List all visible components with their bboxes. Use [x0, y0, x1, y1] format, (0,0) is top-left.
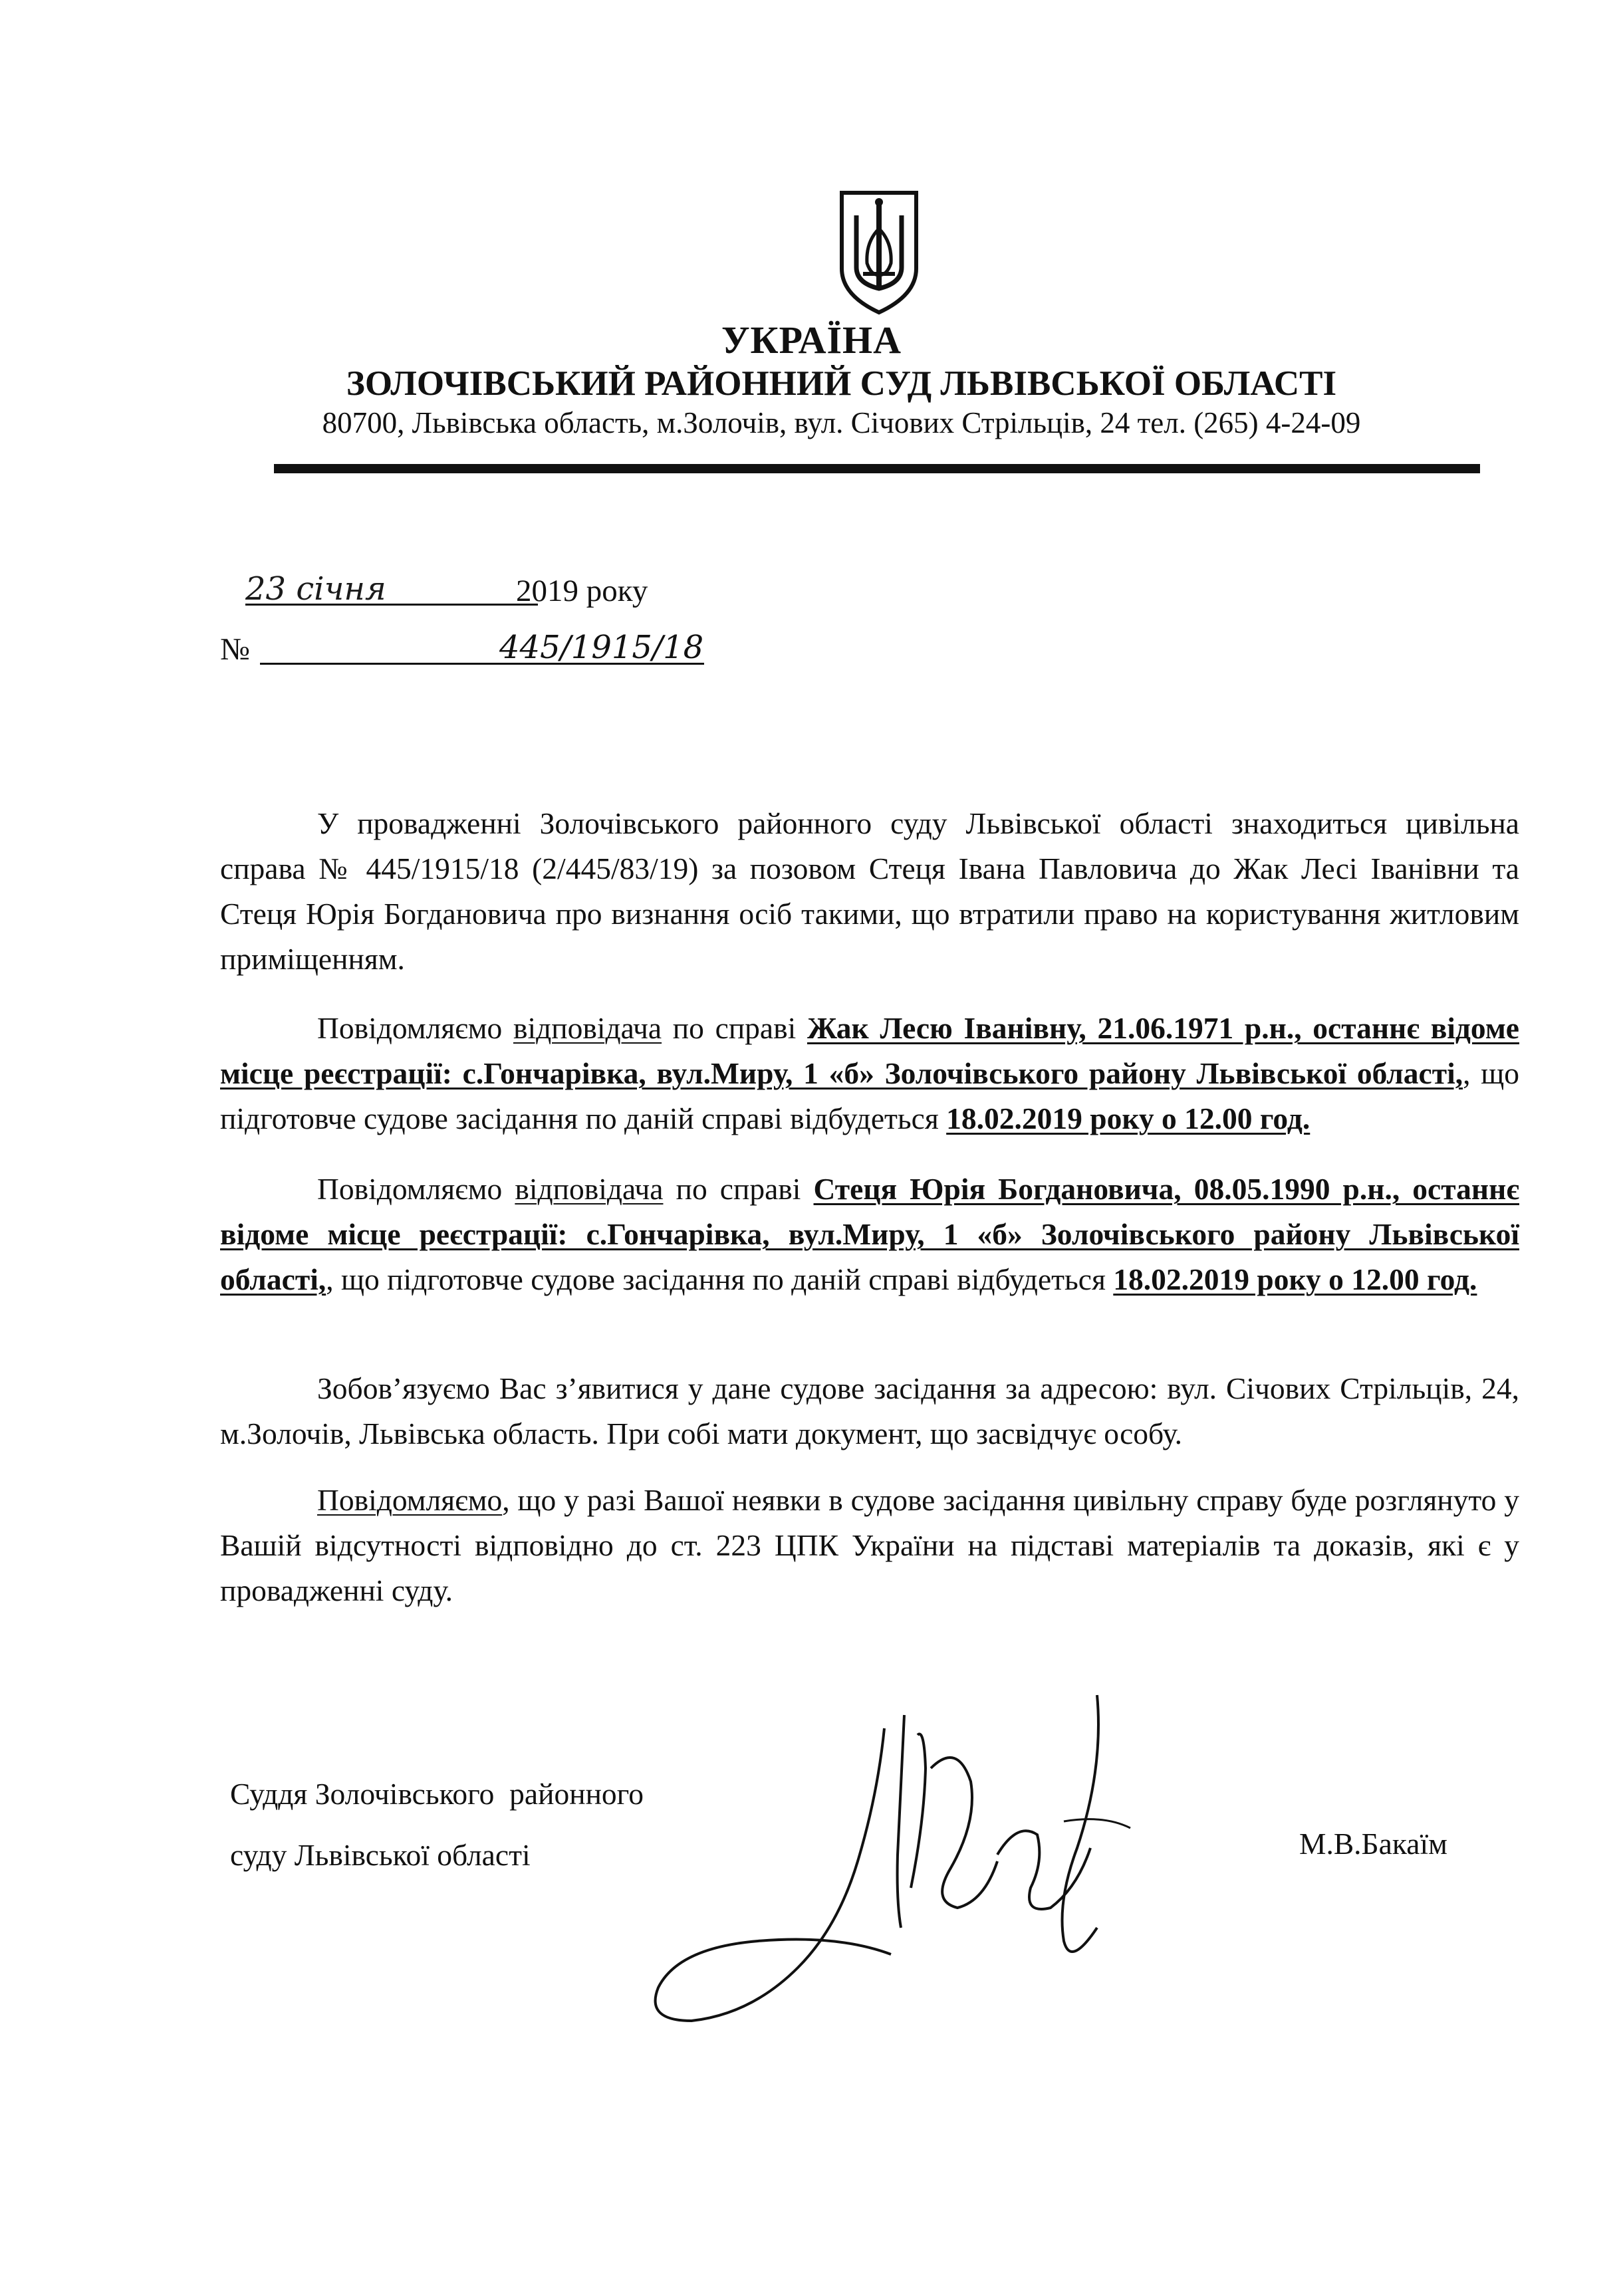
hearing-text: , що підготовче судове засідання по даній справі відбудеться: [326, 1262, 1114, 1296]
court-name-heading: ЗОЛОЧІВСЬКИЙ РАЙОННИЙ СУД ЛЬВІВСЬКОЇ ОБЛАСТІ: [346, 364, 1337, 403]
header-divider: [274, 464, 1480, 473]
paragraph-notice-defendant-2: [220, 1167, 1519, 1302]
case-number-handwritten: 445/1915/18: [260, 629, 704, 665]
case-word: по справі: [662, 1011, 807, 1045]
coat-of-arms-icon: [836, 189, 922, 315]
hearing-date-1: 18.02.2019 року о 12.00 год.: [946, 1101, 1311, 1135]
defendant-label: відповідача: [513, 1011, 662, 1045]
hearing-text: , що підготовче судове засідання по даній справі відбудеться: [220, 1056, 1519, 1135]
notice-word: Повідомляємо: [317, 1172, 515, 1206]
paragraph-notice-defendant-1: [220, 1006, 1519, 1141]
handwritten-signature: [638, 1688, 1144, 2061]
date-year-text: 2019 року: [516, 574, 648, 608]
defendant-label: відповідача: [515, 1172, 664, 1206]
warning-notice-word: Повідомляємо: [317, 1483, 503, 1517]
date-field: [220, 570, 752, 610]
case-number-field: [220, 629, 752, 669]
notice-word: Повідомляємо: [317, 1011, 513, 1045]
paragraph-case-info: У провадженні Золочівського районного суду Львівської області знаходиться цивільна справа № 445/1915/18 (2/445/83/19) за позовом Стеця Івана Павловича до Жак Лесі Іванівни та Стеця Юрія Богдановича про визнання осіб такими, що втратили право на користування житловим приміщенням.: [220, 806, 1519, 976]
hearing-date-2: 18.02.2019 року о 12.00 год.: [1113, 1262, 1477, 1296]
judge-name: М.В.Бакаїм: [1299, 1827, 1447, 1861]
number-sign: №: [220, 632, 250, 667]
country-heading: УКРАЇНА: [721, 318, 902, 362]
court-address: 80700, Львівська область, м.Золочів, вул. Січових Стрільців, 24 тел. (265) 4-24-09: [322, 406, 1361, 439]
defendant-2-details: Стеця Юрія Богдановича, 08.05.1990 р.н., останнє відоме місце реєстрації: с.Гончарівка, вул.Миру, 1 «б» Золочівського району Львівської області,: [220, 1172, 1519, 1296]
paragraph-warning: [220, 1478, 1519, 1613]
letter-body: [220, 801, 1519, 1613]
paragraph-obligation: Зобов’язуємо Вас з’явитися у дане судове засідання за адресою: вул. Січових Стрільців, 24, м.Золочів, Львівська область. При собі мати документ, що засвідчує особу.: [220, 1371, 1519, 1450]
case-word: по справі: [663, 1172, 814, 1206]
warning-text: , що у разі Вашої неявки в судове засідання цивільну справу буде розглянуто у Вашій відсутності відповідно до ст. 223 ЦПК України на підставі матеріалів та доказів, які є у провадженні суду.: [220, 1483, 1519, 1607]
defendant-1-details: Жак Лесю Іванівну, 21.06.1971 р.н., останнє відоме місце реєстрації: с.Гончарівка, вул.Миру, 1 «б» Золочівського району Львівської області,: [220, 1011, 1520, 1090]
judge-title-line-2: суду Львівської області: [230, 1838, 531, 1872]
date-handwritten: 23 січня: [245, 570, 538, 606]
judge-title: [230, 1764, 644, 1886]
judge-title-line-1: Суддя Золочівського районного: [230, 1777, 644, 1811]
